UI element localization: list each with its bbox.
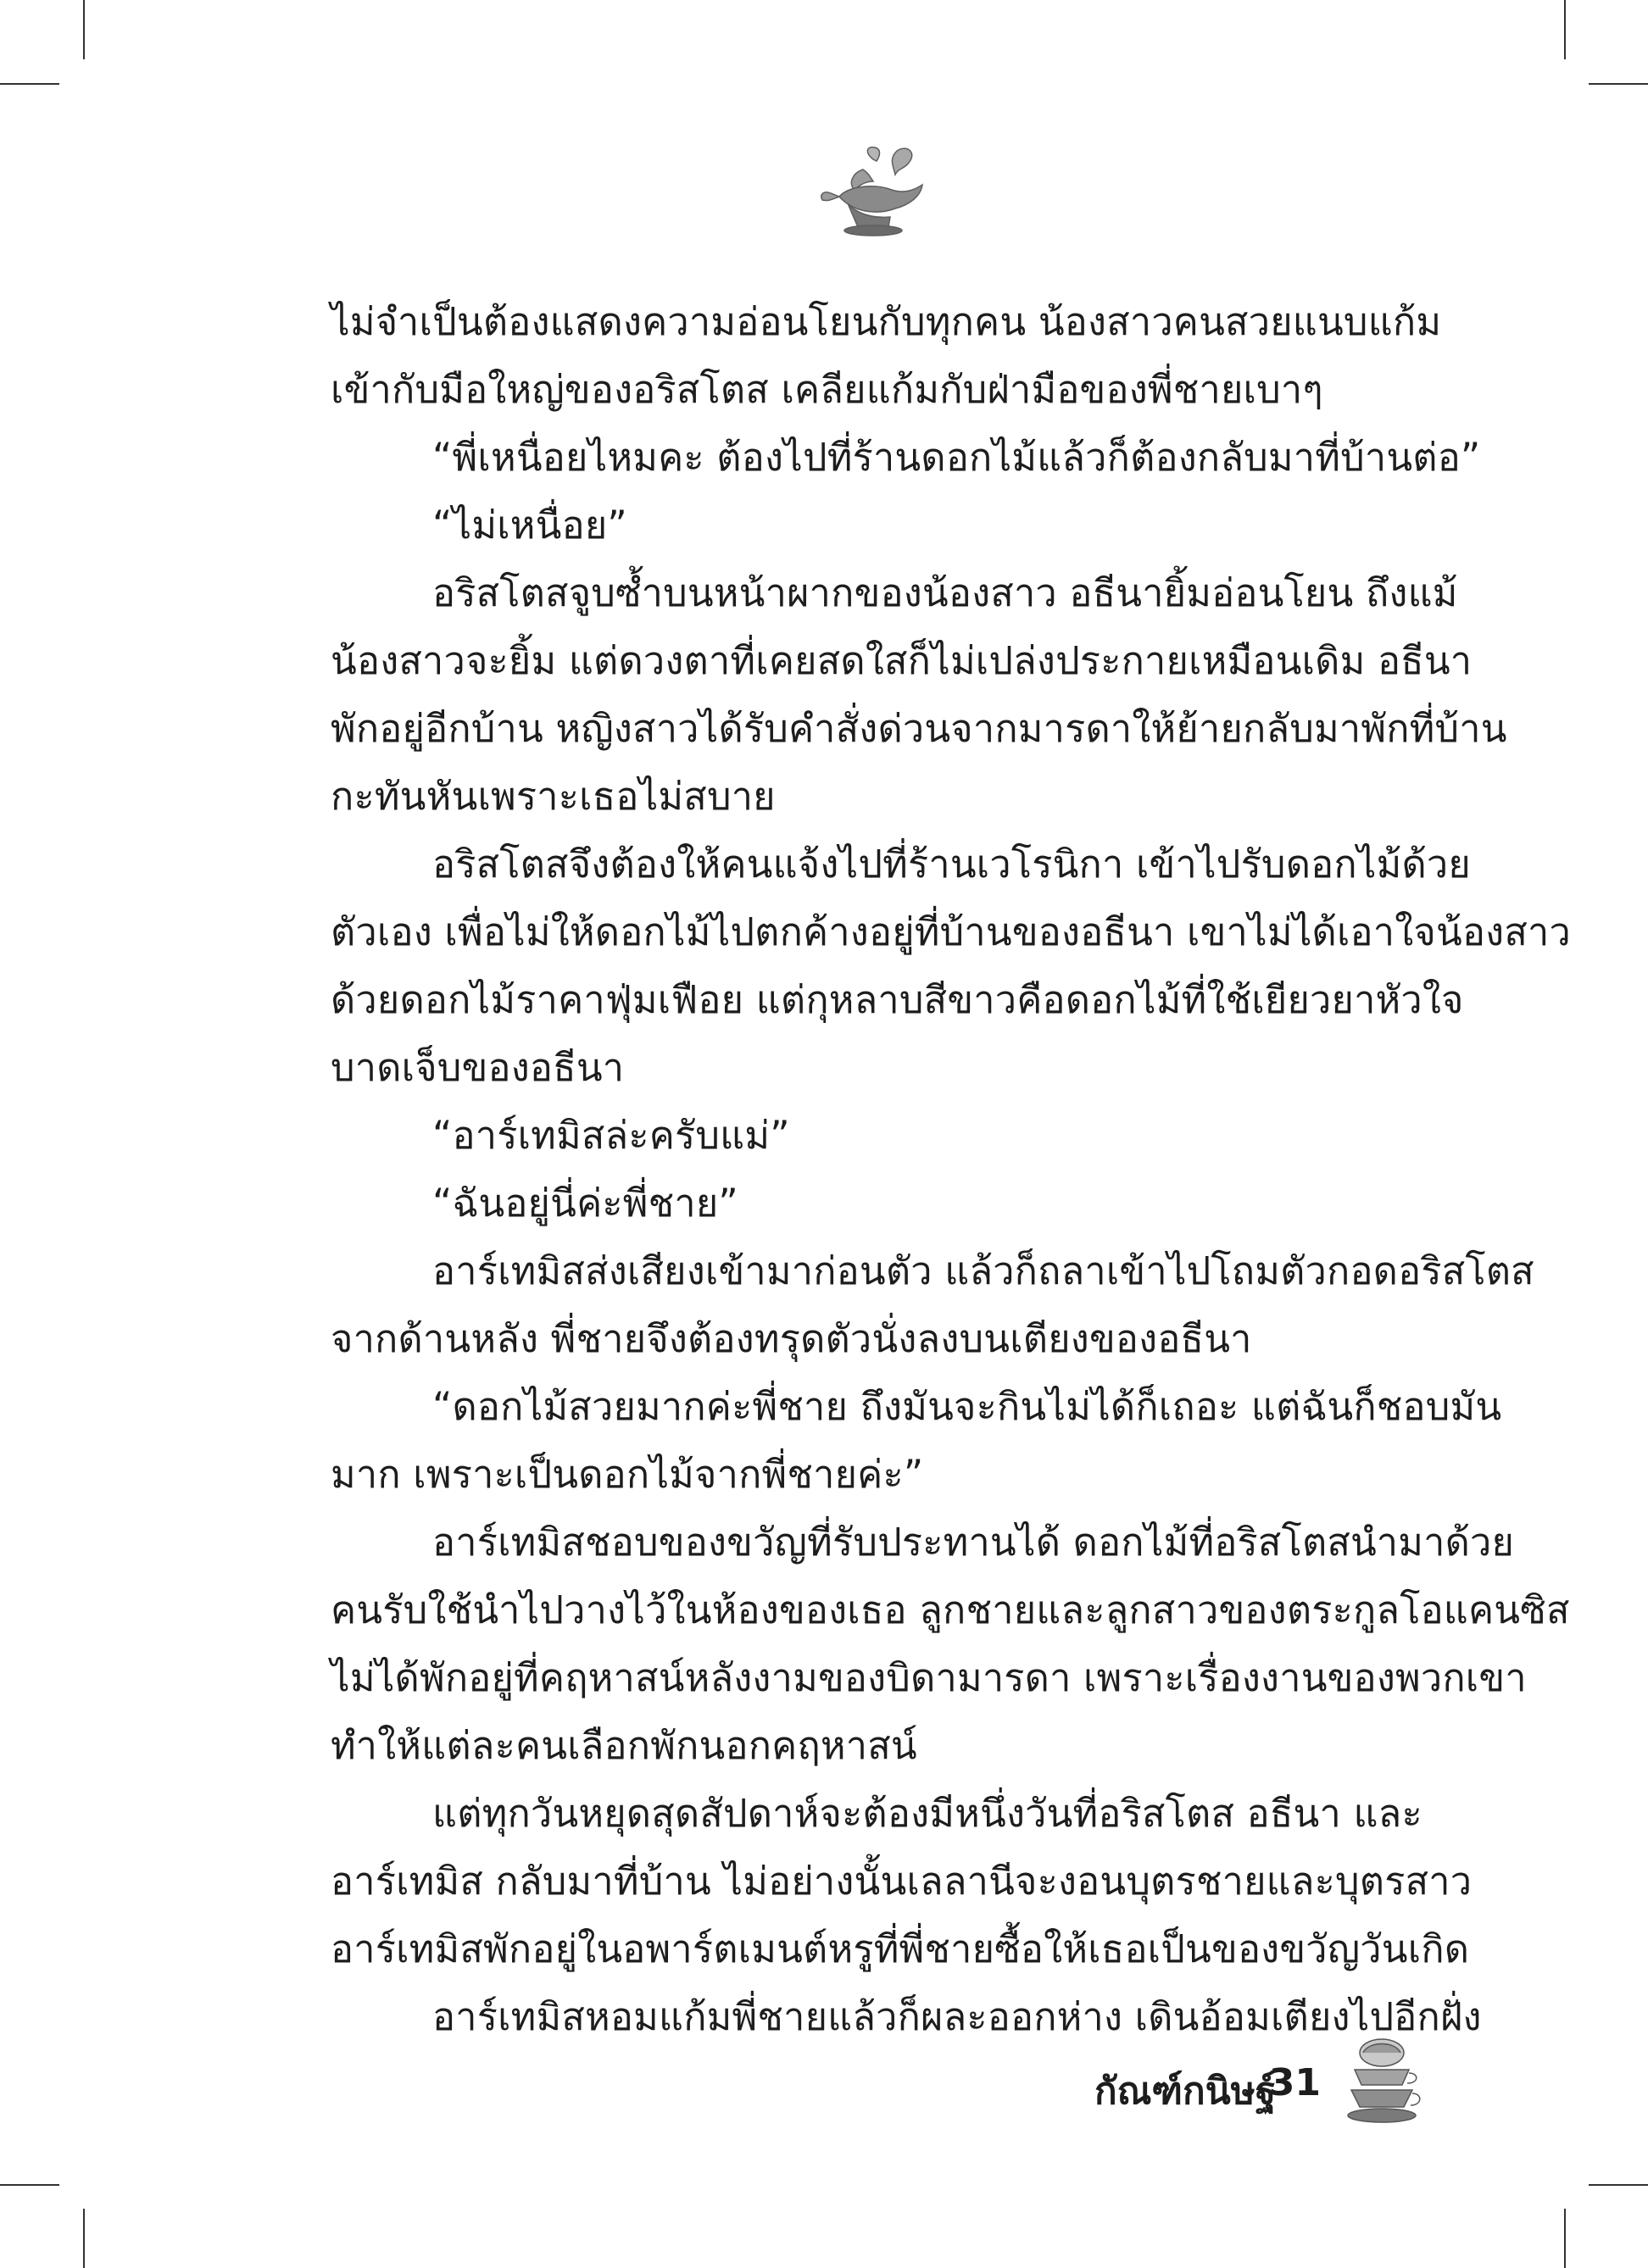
crop-mark-top-left <box>83 0 85 59</box>
text-line: “ไม่เหนื่อย” <box>432 503 627 548</box>
genie-lamp-icon <box>814 144 933 242</box>
text-line: พักอยู่อีกบ้าน หญิงสาวได้รับคำสั่งด่วนจากมารดาให้ย้ายกลับมาพักที่บ้าน <box>331 706 1507 751</box>
text-line: ไม่ได้พักอยู่ที่คฤหาสน์หลังงามของบิดามารดา เพราะเรื่องงานของพวกเขา <box>331 1655 1527 1700</box>
text-line: มาก เพราะเป็นดอกไม้จากพี่ชายค่ะ” <box>331 1452 924 1497</box>
text-line: “ฉันอยู่นี่ค่ะพี่ชาย” <box>432 1181 738 1226</box>
book-title: กัณฑ์กนิษฐ์ <box>1094 2070 1276 2113</box>
text-line: บาดเจ็บของอธีนา <box>331 1045 625 1090</box>
text-line: อาร์เทมิสพักอยู่ในอพาร์ตเมนต์หรูที่พี่ชายซื้อให้เธอเป็นของขวัญวันเกิด <box>331 1926 1470 1971</box>
text-line: ไม่จำเป็นต้องแสดงความอ่อนโยนกับทุกคน น้องสาวคนสวยแนบแก้ม <box>331 299 1442 344</box>
text-line: ตัวเอง เพื่อไม่ให้ดอกไม้ไปตกค้างอยู่ที่บ้านของอธีนา เขาไม่ได้เอาใจน้องสาว <box>331 909 1571 954</box>
crop-mark-bottom-left <box>83 2209 85 2268</box>
crop-mark-bottom-right <box>1564 2209 1566 2268</box>
text-line: อาร์เทมิสชอบของขวัญที่รับประทานได้ ดอกไม้ที่อริสโตสนำมาด้วย <box>432 1520 1515 1565</box>
text-line: อาร์เทมิสหอมแก้มพี่ชายแล้วก็ผละออกห่าง เดินอ้อมเตียงไปอีกฝั่ง <box>432 1994 1482 2039</box>
text-line: อริสโตสจึงต้องให้คนแจ้งไปที่ร้านเวโรนิกา เข้าไปรับดอกไม้ด้วย <box>432 842 1471 887</box>
text-line: กะทันหันเพราะเธอไม่สบาย <box>331 774 776 819</box>
crop-mark-top-left-h <box>0 83 59 85</box>
text-line: “พี่เหนื่อยไหมคะ ต้องไปที่ร้านดอกไม้แล้วก็ต้องกลับมาที่บ้านต่อ” <box>432 435 1481 480</box>
text-line: อาร์เทมิส กลับมาที่บ้าน ไม่อย่างนั้นเลลานีจะงอนบุตรชายและบุตรสาว <box>331 1859 1473 1904</box>
page-body-text <box>331 288 1571 2051</box>
text-line: น้องสาวจะยิ้ม แต่ดวงตาที่เคยสดใสก็ไม่เปล่งประกายเหมือนเดิม อธีนา <box>331 638 1473 683</box>
text-line: คนรับใช้นำไปวางไว้ในห้องของเธอ ลูกชายและลูกสาวของตระกูลโอแคนซิส <box>331 1587 1570 1632</box>
text-line: “อาร์เทมิสล่ะครับแม่” <box>432 1113 790 1158</box>
text-line: แต่ทุกวันหยุดสุดสัปดาห์จะต้องมีหนึ่งวันที่อริสโตส อธีนา และ <box>432 1791 1423 1836</box>
text-line: จากด้านหลัง พี่ชายจึงต้องทรุดตัวนั่งลงบนเตียงของอธีนา <box>331 1316 1252 1361</box>
text-line: อริสโตสจูบซ้ำบนหน้าผากของน้องสาว อธีนายิ้มอ่อนโยน ถึงแม้ <box>432 570 1458 615</box>
teacup-stack-icon <box>1339 2034 1424 2127</box>
text-line: ทำให้แต่ละคนเลือกพักนอกคฤหาสน์ <box>331 1723 917 1768</box>
text-line: เข้ากับมือใหญ่ของอริสโตส เคลียแก้มกับฝ่ามือของพี่ชายเบาๆ <box>331 367 1323 412</box>
crop-mark-bottom-left-h <box>0 2184 59 2186</box>
crop-mark-bottom-right-h <box>1589 2184 1648 2186</box>
crop-mark-top-right <box>1564 0 1566 59</box>
text-line: อาร์เทมิสส่งเสียงเข้ามาก่อนตัว แล้วก็ถลาเข้าไปโถมตัวกอดอริสโตส <box>432 1248 1534 1293</box>
crop-mark-top-right-h <box>1589 83 1648 85</box>
page-number: 31 <box>1268 2061 1321 2104</box>
text-line: ด้วยดอกไม้ราคาฟุ่มเฟือย แต่กุหลาบสีขาวคือดอกไม้ที่ใช้เยียวยาหัวใจ <box>331 977 1464 1022</box>
page-footer <box>983 2034 1424 2127</box>
text-line: “ดอกไม้สวยมากค่ะพี่ชาย ถึงมันจะกินไม่ได้ก็เถอะ แต่ฉันก็ชอบมัน <box>432 1384 1502 1429</box>
